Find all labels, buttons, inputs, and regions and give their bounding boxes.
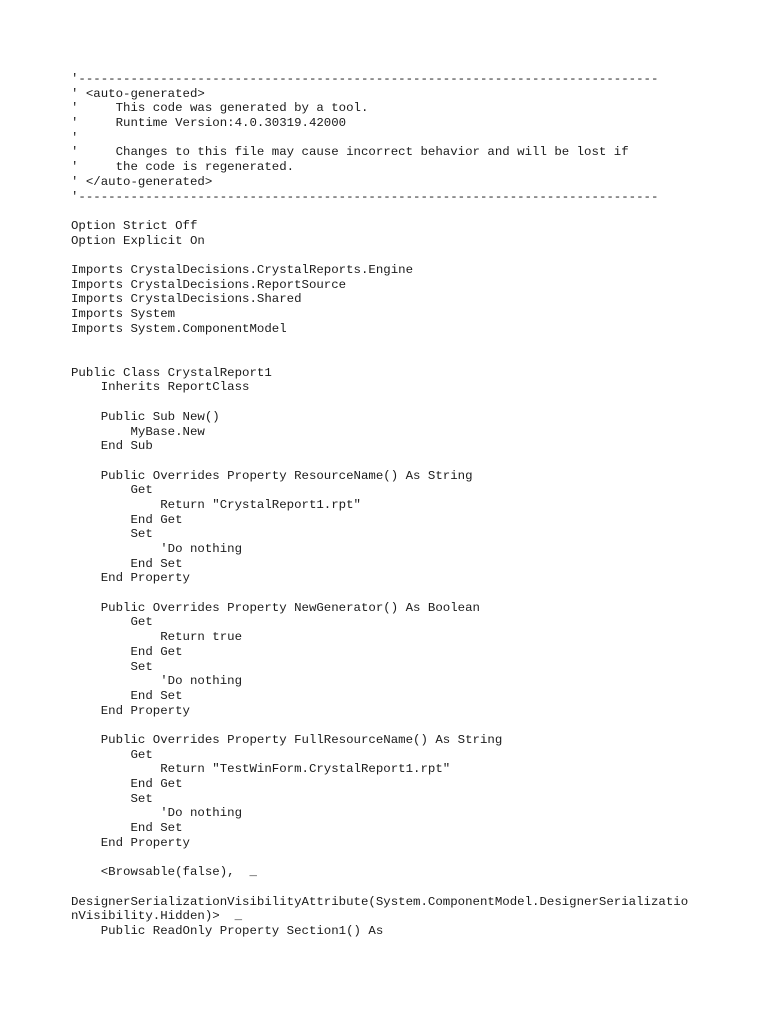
- code-line: '------------------------------------------------------------------------------: [71, 72, 659, 86]
- code-line: Public Overrides Property ResourceName() As String: [71, 468, 473, 483]
- code-line: End Set: [71, 688, 183, 703]
- code-line: Public ReadOnly Property Section1() As: [71, 923, 384, 938]
- code-line: Public Overrides Property NewGenerator() As Boolean: [71, 600, 480, 615]
- code-line: Option Strict Off: [71, 218, 198, 233]
- code-line: End Get: [71, 512, 183, 527]
- code-line: Imports CrystalDecisions.Shared: [71, 292, 302, 307]
- code-line: End Property: [71, 703, 190, 718]
- code-line: '------------------------------------------------------------------------------: [71, 189, 659, 204]
- code-line: Public Overrides Property FullResourceName() As String: [71, 732, 503, 747]
- code-line: ' This code was generated by a tool.: [71, 101, 369, 116]
- code-line: Imports System: [71, 307, 176, 321]
- code-document: [71, 72, 751, 939]
- code-line: Return "TestWinForm.CrystalReport1.rpt": [71, 762, 451, 777]
- code-line: Option Explicit On: [71, 233, 205, 248]
- code-line: End Sub: [71, 439, 153, 454]
- code-line: Set: [71, 659, 153, 674]
- code-line: End Set: [71, 556, 183, 571]
- code-line: [71, 248, 751, 263]
- code-line: [71, 336, 751, 351]
- code-line: [71, 351, 751, 366]
- code-line: Imports System.ComponentModel: [71, 321, 287, 336]
- code-line: Get: [71, 483, 153, 498]
- code-line: 'Do nothing: [71, 674, 243, 689]
- code-line: ' </auto-generated>: [71, 174, 213, 189]
- code-line: [71, 586, 751, 601]
- code-line: Public Class CrystalReport1: [71, 365, 272, 380]
- code-line: ' <auto-generated>: [71, 86, 205, 101]
- code-line: [71, 204, 751, 219]
- code-line: Public Sub New(): [71, 409, 220, 424]
- code-line: End Set: [71, 821, 183, 836]
- code-line: Set: [71, 791, 153, 806]
- code-line: End Get: [71, 644, 183, 659]
- code-line: End Property: [71, 835, 190, 850]
- code-line: nVisibility.Hidden)> _: [71, 909, 243, 924]
- code-line: 'Do nothing: [71, 806, 243, 821]
- code-line: MyBase.New: [71, 424, 205, 439]
- code-line: [71, 395, 751, 410]
- code-line: Return "CrystalReport1.rpt": [71, 497, 361, 512]
- code-line: Return true: [71, 630, 243, 645]
- code-line: [71, 880, 751, 895]
- code-line: <Browsable(false), _: [71, 865, 257, 880]
- code-line: Get: [71, 747, 153, 762]
- code-line: ' Changes to this file may cause incorrect behavior and will be lost if: [71, 145, 629, 160]
- code-line: Inherits ReportClass: [71, 380, 250, 395]
- code-line: Imports CrystalDecisions.CrystalReports.Engine: [71, 262, 414, 277]
- code-line: Get: [71, 615, 153, 630]
- code-line: Imports CrystalDecisions.ReportSource: [71, 277, 347, 292]
- code-line: ': [71, 130, 79, 145]
- code-line: ' the code is regenerated.: [71, 160, 295, 175]
- code-line: DesignerSerializationVisibilityAttribute(System.ComponentModel.DesignerSerializatio: [71, 894, 689, 909]
- code-line: 'Do nothing: [71, 542, 243, 556]
- code-line: Set: [71, 527, 153, 542]
- code-line: [71, 718, 751, 733]
- code-line: End Property: [71, 571, 190, 586]
- code-line: [71, 850, 751, 865]
- code-line: End Get: [71, 777, 183, 791]
- code-line: ' Runtime Version:4.0.30319.42000: [71, 116, 347, 131]
- code-line: [71, 454, 751, 469]
